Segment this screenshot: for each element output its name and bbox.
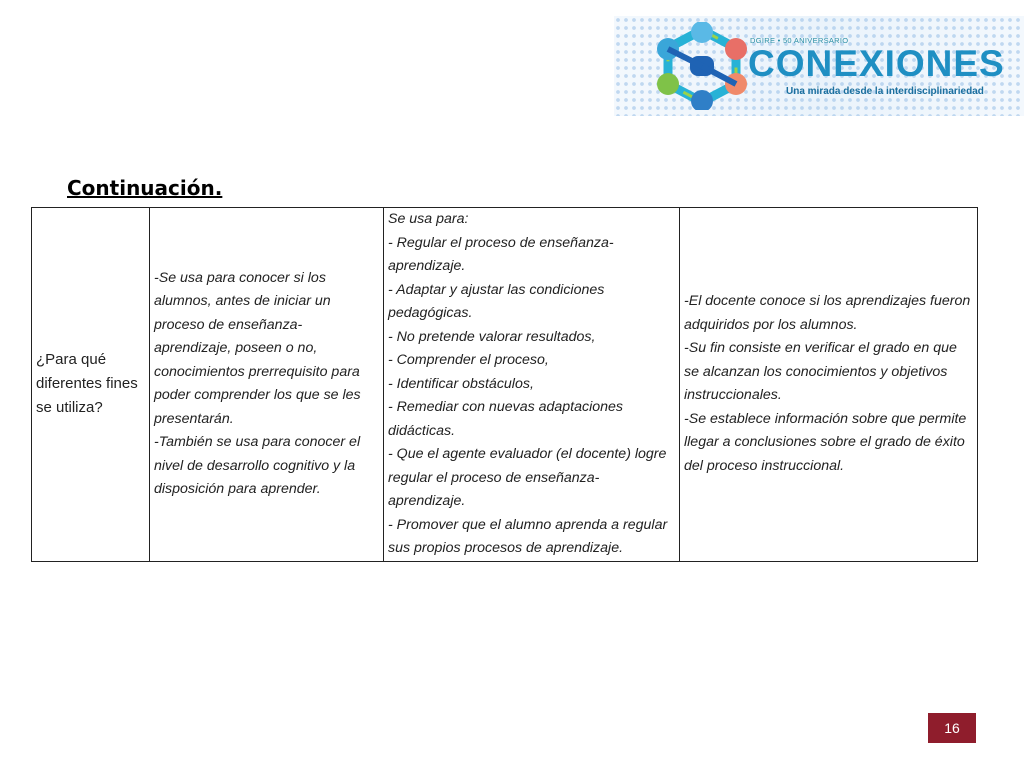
summative-cell: [680, 208, 978, 562]
conexiones-network-icon: [654, 22, 750, 110]
table-row: [32, 208, 978, 562]
list-item: - No pretende valorar resultados,: [388, 328, 596, 345]
list-item: -Se establece información sobre que permite llegar a conclusiones sobre el grado de éxito del proceso instruccional.: [684, 410, 967, 474]
diagnostic-cell: [150, 208, 384, 562]
list-item: -El docente conoce si los aprendizajes fueron adquiridos por los alumnos.: [684, 293, 971, 333]
list-item: -Se usa para conocer si los alumnos, antes de iniciar un proceso de enseñanza-aprendizaje, poseen o no, conocimientos prerrequisito para poder comprender los que se les presentarán.: [154, 269, 361, 427]
list-item: -Su fin consiste en verificar el grado en que se alcanzan los conocimientos y objetivos instruccionales.: [684, 340, 957, 404]
list-item: Se usa para:: [388, 211, 469, 227]
logo-subtitle: Una mirada desde la interdisciplinariedad: [786, 86, 984, 97]
logo-title: CONEXIONES: [748, 43, 1005, 84]
comparison-table: [31, 207, 978, 562]
list-item: - Identificar obstáculos,: [388, 375, 534, 392]
list-item: - Remediar con nuevas adaptaciones didácticas.: [388, 399, 624, 439]
logo-supertitle: DGIRE • 50 ANIVERSARIO: [750, 36, 849, 45]
list-item: -También se usa para conocer el nivel de desarrollo cognitivo y la disposición para aprender.: [154, 434, 361, 498]
question-cell: [32, 208, 150, 562]
list-item: - Promover que el alumno aprenda a regular sus propios procesos de aprendizaje.: [388, 516, 668, 556]
list-item: - Que el agente evaluador (el docente) logre regular el proceso de enseñanza-aprendizaje.: [388, 446, 667, 509]
conexiones-logo: [614, 16, 1024, 116]
list-item: - Comprender el proceso,: [388, 352, 549, 368]
formative-cell: [384, 208, 680, 562]
page-heading: Continuación.: [67, 176, 223, 200]
list-item: - Regular el proceso de enseñanza-aprendizaje.: [388, 234, 614, 274]
page-number-badge: 16: [928, 713, 976, 743]
question-text: ¿Para qué diferentes fines se utiliza?: [36, 351, 138, 417]
list-item: - Adaptar y ajustar las condiciones pedagógicas.: [388, 281, 605, 321]
